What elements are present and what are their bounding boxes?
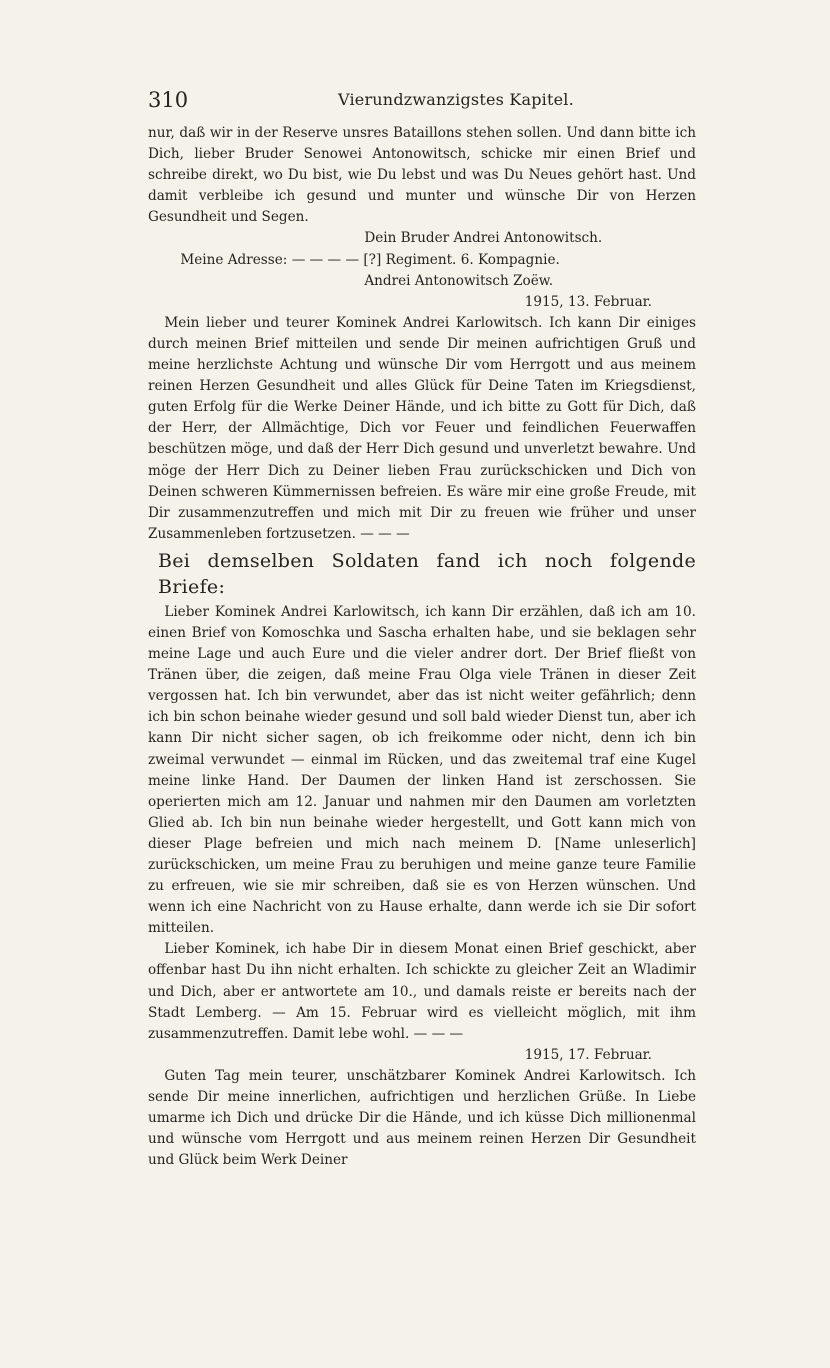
letter4-text: Guten Tag mein teurer, unschätzbarer Kominek Andrei Karlowitsch. Ich sende Dir meine innerlichen, aufrichtigen und herzlichen Grüße. In Liebe umarme ich Dich und drücke Dir die Hände, und ich küsse Dich millionenmal und wünsche vom Herrgott und aus meinem reinen Herzen Dir Gesundheit und Glück beim Werk Deiner [148, 1067, 696, 1169]
letter3-paragraph-1: Lieber Kominek Andrei Karlowitsch, ich kann Dir erzählen, daß ich am 10. einen Brief von Komoschka und Sascha erhalten habe, und sie beklagen sehr meine Lage und auch Eure und die vieler andrer dort. Der Brief fließt von Tränen über, die zeigen, daß meine Frau Olga viele Tränen in dieser Zeit vergossen hat. Ich bin verwundet, aber das ist nicht weiter gefährlich; denn ich bin schon beinahe wieder gesund und soll bald wieder Dienst tun, aber ich kann Dir nicht sicher sagen, ob ich freikomme oder nicht, denn ich bin zweimal verwundet — einmal im Rücken, und das zweitemal traf eine Kugel meine linke Hand. Der Daumen der linken Hand ist zerschossen. Sie operierten mich am 12. Januar und nahmen mir den Daumen am vorletzten Glied ab. Ich bin nun beinahe wieder hergestellt, und Gott kann mich von dieser Plage befreien und mich nach meinem D. [Name unleserlich] zurückschicken, um meine Frau zu beruhigen und meine ganze teure Familie zu erfreuen, wie sie mir schreiben, daß sie es von Herzen wünschen. Und wenn ich eine Nachricht von zu Hause erhalte, dann werde ich sie Dir sofort mitteilen. [148, 603, 696, 937]
letter1-signature: Dein Bruder Andrei Antonowitsch. [364, 230, 603, 247]
section-heading: Bei demselben Soldaten fand ich noch folgende Briefe: [158, 549, 696, 598]
page-body [148, 123, 696, 1171]
letter2-text: Mein lieber und teurer Kominek Andrei Karlowitsch. Ich kann Dir einiges durch meinen Brief mitteilen und sende Dir meinen aufrichtigen Gruß und meine herzlichste Achtung und wünsche Dir vom Herrgott und aus meinem reinen Herzen Gesundheit und alles Glück für Deine Taten im Kriegsdienst, guten Erfolg für die Werke Deiner Hände, und ich bitte zu Gott für Dich, daß der Herr, der Allmächtige, Dich vor Feuer und feindlichen Feuerwaffen beschützen möge, und daß der Herr Dich gesund und unverletzt bewahre. Und möge der Herr Dich zu Deiner lieben Frau zurückschicken und Dich von Deinen schweren Kümmernissen befreien. Es wäre mir eine große Freude, mit Dir zusammenzutreffen und mich mit Dir zu freuen wie früher und unser Zusammenleben fortzusetzen. — — — [148, 314, 696, 542]
letter1-address: Meine Adresse: — — — — [?] Regiment. 6. Kompagnie. [180, 251, 560, 268]
letter1-text: nur, daß wir in der Reserve unsres Bataillons stehen sollen. Und dann bitte ich Dich, lieber Bruder Senowei Antonowitsch, schicke mir einen Brief und schreibe direkt, wo Du bist, wie Du lebst und was Du Neues gehört hast. Und damit verbleibe ich gesund und munter und wünsche Dir von Herzen Gesundheit und Segen. [148, 125, 696, 226]
letter2-date: 1915, 13. Februar. [524, 293, 652, 310]
letter1-address-name: Andrei Antonowitsch Zoëw. [364, 272, 554, 289]
letter4-date: 1915, 17. Februar. [524, 1046, 652, 1063]
letter3-paragraph-2: Lieber Kominek, ich habe Dir in diesem Monat einen Brief geschickt, aber offenbar hast Du ihn nicht erhalten. Ich schickte zu gleicher Zeit an Wladimir und Dich, aber er antwortete am 10., und damals reiste er bereits nach der Stadt Lemberg. — Am 15. Februar wird es vielleicht möglich, mit ihm zusammenzutreffen. Damit lebe wohl. — — — [148, 941, 696, 1042]
page-number: 310 [148, 88, 189, 112]
running-head: Vierundzwanzigstes Kapitel. [338, 90, 574, 109]
page-header [148, 88, 694, 114]
